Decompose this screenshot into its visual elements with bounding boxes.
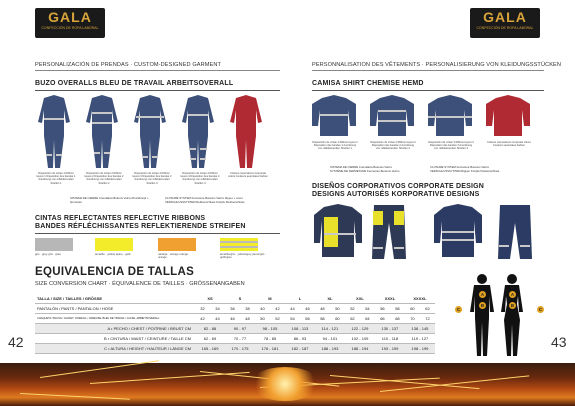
measure-a-badge: A [480, 292, 485, 297]
size-cell: 52 [270, 313, 285, 323]
size-header-label: TALLA / SIZE / TAILLES / GRÖSSE [35, 294, 195, 303]
overall-caption-2: Disposición de cintas 2 Ribbon layout 2 Disposition des bandes 2 Anordnung von reflektierenden Streifen 2 [84, 172, 124, 185]
page-number-left: 42 [8, 334, 24, 350]
size-cell: 82 - 88 [195, 323, 225, 333]
overall-caption-5: Colores corporativos Corporate colors Couleurs autorisées Farben [228, 172, 268, 179]
size-cell: 42 [195, 313, 210, 323]
overall-2 [86, 95, 118, 168]
section-title-overalls: BUZO OVERALLS BLEU DE TRAVAIL ARBEITSOVERALL [35, 80, 234, 87]
ribbon-label-grey: gris · grey gris · grau [35, 252, 61, 256]
size-cell: 64 [360, 313, 375, 323]
ribbon-swatch-orange [158, 238, 196, 251]
overall-caption-3: Disposición de cintas 3 Ribbon layout 3 Disposition des bandes 3 Anordnung von reflektierenden Streifen 3 [132, 172, 172, 185]
size-cell: 50 [330, 303, 345, 313]
size-header-xl: XL [315, 294, 345, 303]
size-cell: 90 - 97 [225, 323, 255, 333]
size-cell: 119 - 127 [405, 333, 435, 343]
hivis-trousers [372, 205, 406, 259]
shirt-2 [370, 95, 414, 136]
size-cell: 46 [225, 313, 240, 323]
size-cell: 48 [315, 303, 330, 313]
overall-closure-spec-left: SISTEMA DE CIERRE Cremallera Buttons Velcro Druckknopf + fermeture [70, 196, 149, 204]
size-cell: 36 [225, 303, 240, 313]
size-cell: 32 [195, 303, 210, 313]
shirt-closure-spec-right-2: VERSCHLUSSSYSTEM Rippen Knöpfe Klettverschluss [430, 169, 500, 173]
size-cell: 60 [330, 313, 345, 323]
size-cell: 188 - 193 [315, 343, 345, 353]
size-cell: 176 - 181 [255, 343, 285, 353]
size-cell: 40 [255, 303, 270, 313]
divider [35, 233, 280, 234]
overall-1 [38, 95, 70, 168]
size-cell: 102 - 109 [345, 333, 375, 343]
size-cell: 44 [210, 313, 225, 323]
ribbon-label-yellow-grey: amarillo/gris · yellow/grey jaune/gris · gelb/grau [220, 252, 267, 260]
size-cell: 72 [420, 313, 435, 323]
size-cell: 56 [300, 313, 315, 323]
size-header-l: L [285, 294, 315, 303]
size-header-s: S [225, 294, 255, 303]
measure-a-badge: A [510, 292, 515, 297]
size-cell: 130 - 137 [375, 323, 405, 333]
size-cell: 188 - 194 [345, 343, 375, 353]
size-cell: 94 - 101 [315, 333, 345, 343]
size-header-xs: XS [195, 294, 225, 303]
size-cell: 198 - 199 [405, 343, 435, 353]
header-right: PERSONNALISATION DES VÊTEMENTS · PERSONALISIERUNG VON KLEIDUNGSSTÜCKEN [312, 62, 562, 68]
size-cell: 86 - 93 [285, 333, 315, 343]
header-left: PERSONALIZACIÓN DE PRENDAS · CUSTOM-DESIGNED GARMENT [35, 62, 221, 68]
hivis-jacket [314, 204, 362, 257]
size-cell: 182 - 187 [285, 343, 315, 353]
shirt-caption-3: Disposición de cintas 3 Ribbon layout 3 Disposition des bandes 3 Anordnung von reflektierenden Streifen 3 [428, 141, 474, 151]
ribbon-label-yellow: amarillo · yellow jaune · gelb [95, 252, 131, 256]
section-title-shirts: CAMISA SHIRT CHEMISE HEMD [312, 80, 424, 87]
size-cell: 62 [345, 313, 360, 323]
section-title-reflective-2: BANDES RÉFLÉCHISSANTES REFLEKTIERENDE STREIFEN [35, 223, 246, 230]
brand-tagline: CONFECCIÓN DE ROPA LABORAL [476, 26, 534, 30]
body-measurement-figures [462, 272, 534, 358]
size-header-m: M [255, 294, 285, 303]
ribbon-label-orange: naranja · orange orange · orange [158, 252, 190, 260]
size-cell: 98 - 105 [255, 323, 285, 333]
size-cell: 66 [375, 313, 390, 323]
size-cell: 58 [390, 303, 405, 313]
size-chart-subtitle: SIZE CONVERSION CHART · ÉQUIVALENCE DE TAILLES · GRÖSSENANGABEN [35, 281, 245, 287]
shirt-closure-spec-left-2: SYSTÈME DE FERMETURE Fermeture Boutons Velcro [330, 169, 400, 173]
size-chart-title: EQUIVALENCIA DE TALLAS [35, 266, 195, 278]
brand-name: GALA [48, 9, 92, 25]
size-row-label: CHAQUETA / BLUSA / JACKET, OVERALL / VAREUSE, BLEU DE TRAVAIL / JACKE, ARBEITSOVERALL [35, 313, 195, 323]
size-cell: 44 [285, 303, 300, 313]
size-cell: 193 - 199 [375, 343, 405, 353]
size-cell: 165 - 169 [195, 343, 225, 353]
size-row-waist [35, 333, 435, 343]
ribbon-swatch-grey [35, 238, 73, 251]
size-row-jacket [35, 313, 435, 323]
size-cell: 60 [405, 303, 420, 313]
male-silhouette [470, 274, 494, 356]
ribbon-swatch-yellow [95, 238, 133, 251]
size-cell: 62 - 69 [195, 333, 225, 343]
divider [312, 70, 544, 71]
size-cell: 42 [270, 303, 285, 313]
shirt-closure-spec-right: CLOSURE SYSTEM Fermeture Boutons Velcro [430, 165, 490, 169]
overall-caption-4: Disposición de cintas 4 Ribbon layout 4 Disposition des bandes 4 Anordnung von reflektierenden Streifen 4 [180, 172, 220, 185]
divider [312, 90, 544, 91]
size-cell: 114 - 121 [315, 323, 345, 333]
size-chart-header [35, 294, 435, 303]
size-cell: 54 [360, 303, 375, 313]
shirt-caption-2: Disposición de cintas 2 Ribbon layout 2 Disposition des bandes 2 Anordnung von reflektierenden Streifen 2 [370, 141, 416, 151]
size-row-label: B • CINTURA / WAIST / CEINTURE / TAILLE CM [35, 333, 195, 343]
navy-jacket [434, 204, 482, 257]
overall-closure-spec-right: CLOSURE SYSTEM Fermeture Boutons Velcro Zipper + cover [165, 196, 243, 200]
size-row-chest [35, 323, 435, 333]
size-cell: 108 - 113 [285, 323, 315, 333]
ribbon-swatch-yellow-grey [220, 238, 258, 251]
size-cell: 54 [285, 313, 300, 323]
size-cell: 68 [390, 313, 405, 323]
size-cell: 122 - 129 [345, 323, 375, 333]
section-title-reflective: CINTAS REFLECTANTES REFLECTIVE RIBBONS [35, 215, 206, 222]
measure-c-badge: C [456, 307, 461, 312]
divider [35, 90, 280, 91]
measure-b-badge: B [480, 303, 485, 308]
female-silhouette [501, 274, 523, 356]
brand-name: GALA [483, 9, 527, 25]
size-chart-table [35, 294, 435, 354]
page-number-right: 43 [551, 334, 567, 350]
size-cell: 34 [210, 303, 225, 313]
overalls-illustrations [30, 92, 275, 172]
size-header-xxxxl: XXXXL [405, 294, 435, 303]
size-cell: 58 [315, 313, 330, 323]
size-cell: 62 [420, 303, 435, 313]
footer-sparks-photo [0, 363, 575, 406]
size-row-label: PANTALÓN / PANTS / PANTALON / HOSE [35, 303, 195, 313]
size-cell: 48 [240, 313, 255, 323]
size-cell: 78 - 85 [255, 333, 285, 343]
size-cell: 70 - 77 [225, 333, 255, 343]
divider [35, 70, 280, 71]
size-cell: 52 [345, 303, 360, 313]
overall-3 [134, 95, 166, 168]
corporate-design-illustrations [312, 203, 544, 263]
size-row-height [35, 343, 435, 353]
size-header-xxl: XXL [345, 294, 375, 303]
overall-caption-1: Disposición de cintas 1 Ribbon layout 1 Disposition des bandes 1 Anordnung von reflektierenden Streifen 1 [36, 172, 76, 185]
size-cell: 138 - 145 [405, 323, 435, 333]
size-cell: 50 [255, 313, 270, 323]
size-row-pants [35, 303, 435, 313]
brand-logo-left [35, 8, 105, 38]
size-cell: 38 [240, 303, 255, 313]
size-cell: 110 - 118 [375, 333, 405, 343]
shirt-1 [312, 95, 356, 136]
shirt-4-red [486, 95, 530, 136]
size-cell: 170 - 175 [225, 343, 255, 353]
measure-c-badge: C [538, 307, 543, 312]
brand-tagline: CONFECCIÓN DE ROPA LABORAL [41, 26, 99, 30]
shirt-caption-1: Disposición de cintas 1 Ribbon layout 1 Disposition des bandes 1 Anordnung von reflektierenden Streifen 1 [312, 141, 358, 151]
section-title-corporate-2: DESIGNS AUTORISÉS KORPORATIVE DESIGNS [312, 191, 480, 198]
size-cell: 56 [375, 303, 390, 313]
size-row-label: A • PECHO / CHEST / POITRINE / BRUST CM [35, 323, 195, 333]
section-title-corporate: DISEÑOS CORPORATIVOS CORPORATE DESIGN [312, 183, 485, 190]
size-cell: 70 [405, 313, 420, 323]
brand-logo-right [470, 8, 540, 38]
shirt-closure-spec-left: SISTEMA DE CIERRE Cremallera Botones Velcro [330, 165, 393, 169]
shirts-illustrations [312, 94, 544, 138]
shirt-3 [428, 95, 472, 136]
overall-5-red [230, 95, 262, 168]
measure-b-badge: B [510, 303, 515, 308]
overall-4 [182, 95, 214, 168]
size-row-label: C • ALTURA / HEIGHT / HAUTEUR / LÄNGE CM [35, 343, 195, 353]
size-header-xxxl: XXXL [375, 294, 405, 303]
overall-closure-spec-right-2: VERSCHLUSSSYSTEM Reißverschluss Knöpfe Klettverschluss [165, 200, 245, 204]
shirt-caption-4: Colores corporativos Corporate colors Couleurs autorisées Farben [487, 141, 531, 148]
navy-trousers [498, 205, 532, 259]
size-cell: 46 [300, 303, 315, 313]
